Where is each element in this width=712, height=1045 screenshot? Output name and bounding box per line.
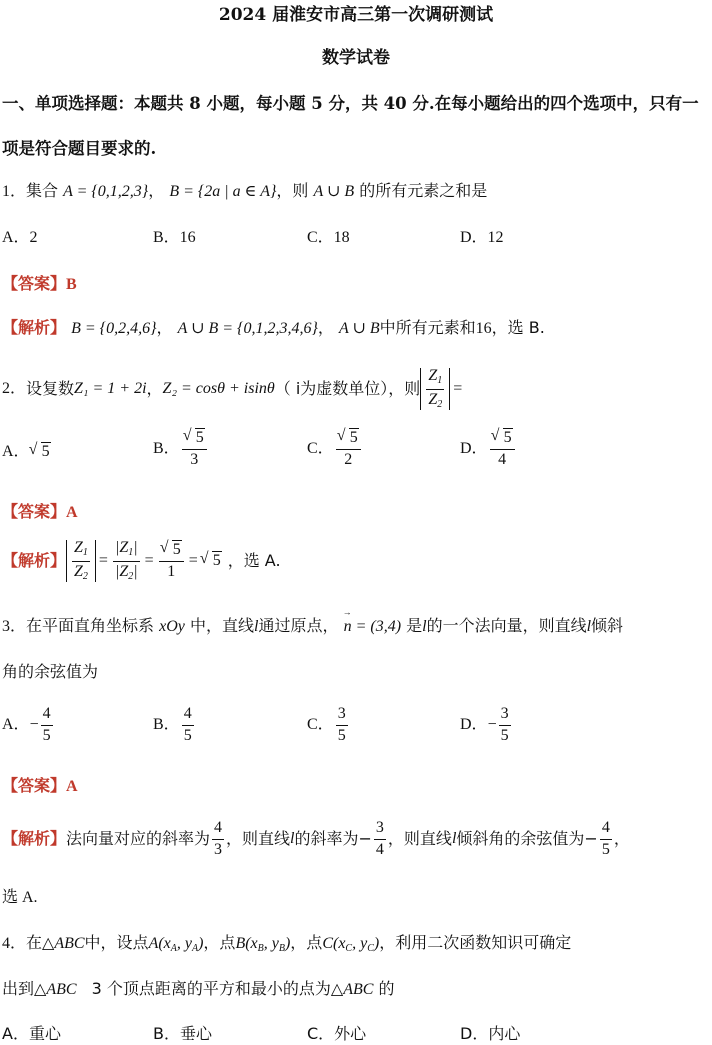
section-heading: 一、单项选择题：本题共 8 小题，每小题 5 分，共 40 分.在每小题给出的四个选项中，只有一 [2, 94, 699, 113]
text: ， [613, 829, 630, 849]
text: ，选 A. [227, 551, 281, 570]
q3-option-c [307, 706, 350, 745]
question-number: 1． [2, 183, 27, 200]
math: l [422, 618, 427, 635]
union-expression: A ∪ B [313, 183, 355, 200]
math: 4 [212, 820, 224, 840]
math: A(x [148, 935, 171, 952]
text: 中，直线 [189, 616, 254, 635]
q1-option-d: D．12 [460, 229, 504, 246]
question-4-stem: 4．在△ABC中，设点$A(x_A$, $y_A$)，点$B(x_B$, $y_B$)，点$C(x_C$, $y_C$)，利用二次函数知识可确定 [2, 933, 572, 954]
math: 3 [214, 840, 223, 858]
analysis-label: 【解析】 [2, 551, 67, 570]
q2-answer [2, 504, 78, 521]
q3-answer [2, 778, 78, 795]
q4-option-a: A．重心 [2, 1024, 61, 1043]
math: l [290, 830, 295, 848]
math: l [254, 618, 259, 635]
q1-option-b: B．16 [153, 229, 196, 246]
math: 5 [503, 429, 512, 446]
math: 4 [600, 820, 612, 840]
text: 是 [406, 616, 423, 635]
question-number: 3． [2, 618, 27, 635]
text: 倾斜 [591, 616, 624, 635]
math: 4 [498, 450, 507, 468]
text: 通过原点， [258, 616, 339, 635]
analysis-label: 【解析】 [2, 829, 67, 849]
math [201, 553, 222, 569]
q3-option-d [460, 706, 513, 745]
set-b: B = {2a | a ∈ A} [169, 183, 277, 200]
document-title: 2024 届淮安市高三第一次调研测试 [218, 5, 494, 25]
set-a: A = {0,1,2,3} [63, 183, 149, 200]
text: ，则 [276, 181, 309, 200]
math: 3 [190, 450, 199, 468]
text: ，点 [203, 933, 236, 952]
math: 5 [42, 726, 51, 744]
question-1-stem [2, 183, 487, 200]
q4-option-d: D．内心 [460, 1024, 521, 1043]
q2-analysis [2, 540, 281, 582]
text: 中所有元素和 [379, 318, 476, 337]
text: ，则直线 [226, 829, 291, 849]
math: 5 [41, 443, 50, 460]
math: ABC [343, 981, 374, 998]
math: B = {0,2,4,6} [71, 320, 157, 337]
text: ，则直线 [387, 829, 452, 849]
math: B(x [235, 935, 258, 952]
text: 设复数 [26, 379, 75, 398]
answer-value: B [66, 276, 77, 293]
text: A． [2, 716, 30, 734]
math: 3 [499, 706, 511, 726]
text: （ i为虚数单位），则 [274, 379, 421, 398]
abs-fraction: $\frac{Z_1}{Z_2}$ [420, 368, 450, 410]
q1-option-c: C．18 [307, 229, 350, 246]
math: 2 [344, 450, 353, 468]
math: ABC [54, 935, 85, 952]
q3-analysis-cont: 选 A. [2, 889, 38, 906]
text: 集合 [26, 181, 59, 200]
sqrt [30, 444, 51, 460]
text: ，利用二次函数知识可确定 [379, 933, 572, 952]
text: 的一个法向量，则直线 [426, 616, 587, 635]
text: B． [153, 716, 180, 734]
q3-option-b [153, 706, 196, 745]
answer-label: 【答案】 [2, 274, 67, 293]
question-number: 4． [2, 935, 27, 952]
math: l [586, 618, 592, 635]
answer-label: 【答案】 [2, 776, 67, 795]
text: 的斜率为− [294, 829, 372, 849]
math: 4 [375, 840, 384, 858]
section-heading-cont: 项是符合题目要求的. [2, 139, 157, 158]
math: A ∪ B [338, 320, 380, 337]
q2-option-c [307, 430, 363, 469]
text: 倾斜角的余弦值为− [456, 829, 598, 849]
text: ， [146, 379, 163, 398]
text: ，选 B. [491, 318, 545, 337]
text: = [144, 552, 154, 569]
text: ， [156, 318, 173, 337]
q4-option-b: B．垂心 [153, 1024, 212, 1043]
q1-analysis [2, 320, 545, 337]
math: 5 [349, 429, 358, 446]
text: = [98, 552, 108, 569]
math: 16 [475, 320, 492, 337]
math: 1 [167, 562, 176, 580]
math: 4 [182, 706, 194, 726]
text: 中，设点 [84, 933, 149, 952]
text: 在△ [26, 933, 55, 952]
text: ， [317, 318, 334, 337]
math [159, 542, 184, 581]
text: − [487, 716, 497, 734]
question-3-stem [2, 618, 623, 635]
text: 3 个顶点距离的平方和最小的点为△ [91, 979, 344, 998]
math: Z₁ = 1 + 2i [74, 380, 147, 397]
text: 的所有元素之和是 [359, 181, 488, 200]
text: ， [148, 181, 165, 200]
answer-value: A [66, 504, 78, 521]
math: l [451, 830, 457, 848]
text: D． [460, 716, 488, 734]
math: 5 [195, 429, 204, 446]
text: C． [307, 440, 334, 458]
math: A ∪ B = {0,1,2,3,4,6} [177, 320, 318, 337]
question-2-stem [2, 368, 462, 410]
math: $\frac{Z_1}{Z_2}$ [66, 540, 96, 582]
math: ABC [46, 981, 77, 998]
question-number: 2． [2, 380, 27, 397]
text: = [453, 380, 463, 397]
q1-option-a: A．2 [2, 229, 38, 246]
math: 3 [336, 706, 348, 726]
text: 出到△ [2, 979, 47, 998]
q4-option-c: C．外心 [307, 1024, 367, 1043]
text: ，点 [290, 933, 323, 952]
math: 3 [374, 820, 386, 840]
math: Z₂ = cosθ + isinθ [162, 380, 275, 397]
text: A． [2, 443, 30, 460]
math: 5 [500, 726, 509, 744]
question-3-stem-cont: 角的余弦值为 [2, 662, 99, 681]
math: C(x [322, 935, 346, 952]
analysis-label: 【解析】 [2, 318, 67, 337]
answer-label: 【答案】 [2, 502, 67, 521]
q2-option-d [460, 430, 517, 469]
answer-value: A [66, 778, 78, 795]
text: 的 [378, 979, 395, 998]
text: 法向量对应的斜率为 [66, 829, 211, 849]
document-subtitle: 数学试卷 [322, 48, 390, 68]
math: 5 [212, 552, 221, 569]
text: = [188, 552, 198, 569]
math: xOy [159, 618, 185, 635]
text: B． [153, 440, 180, 458]
q1-answer [2, 276, 77, 293]
q2-option-a [2, 440, 51, 464]
text: − [29, 716, 39, 734]
math: 4 [41, 706, 53, 726]
math: 5 [337, 726, 346, 744]
math: 5 [172, 540, 181, 558]
normal-vector: → n = (3,4) [344, 619, 401, 635]
math: 5 [183, 726, 192, 744]
text: D． [460, 440, 488, 458]
q3-option-a [2, 706, 55, 745]
text: 在平面直角坐标系 [26, 616, 155, 635]
question-4-stem-cont [2, 981, 395, 998]
q3-analysis [2, 820, 630, 859]
text: C． [307, 716, 334, 734]
q2-option-b [153, 430, 209, 469]
math: $\frac{|Z_1|}{|Z_2|}$ [114, 539, 138, 582]
math: 5 [601, 840, 610, 858]
